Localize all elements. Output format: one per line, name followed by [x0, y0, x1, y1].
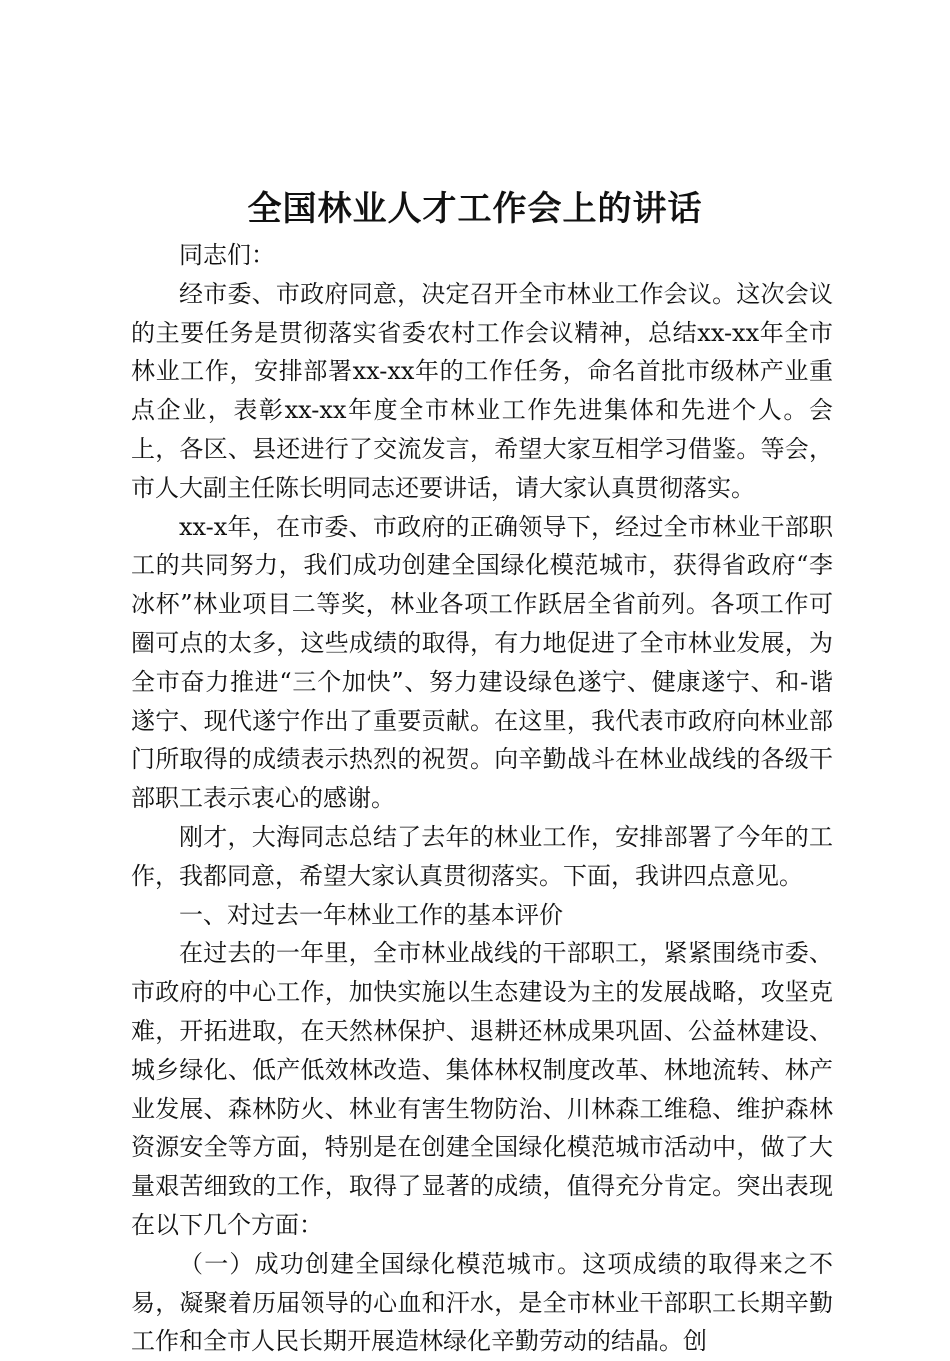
- agenda-paragraph: 刚才，大海同志总结了去年的林业工作，安排部署了今年的工作，我都同意，希望大家认真贯彻落实。下面，我讲四点意见。: [131, 822, 833, 890]
- evaluation-paragraph: 在过去的一年里，全市林业战线的干部职工，紧紧围绕市委、市政府的中心工作，加快实施以生态建设为主的发展战略，攻坚克难，开拓进取，在天然林保护、退耕还林成果巩固、公益林建设、城乡绿化、低产低效林改造、集体林权制度改革、林地流转、林产业发展、森林防火、林业有害生物防治、川林森工维稳、维护森林资源安全等方面，特别是在创建全国绿化模范城市活动中，做了大量艰苦细致的工作，取得了显著的成绩，值得充分肯定。突出表现在以下几个方面：: [131, 939, 833, 1239]
- section-heading: 一、对过去一年林业工作的基本评价: [179, 900, 563, 929]
- achievements-paragraph: xx-x年，在市委、市政府的正确领导下，经过全市林业干部职工的共同努力，我们成功创建全国绿化模范城市，获得省政府“李冰杯”林业项目二等奖，林业各项工作跃居全省前列。各项工作可圈可点的太多，这些成绩的取得，有力地促进了全市林业发展，为全市奋力推进“三个加快”、努力建设绿色遂宁、健康遂宁、和-谐遂宁、现代遂宁作出了重要贡献。在这里，我代表市政府向林业部门所取得的成绩表示热烈的祝贺。向辛勤战斗在林业战线的各级干部职工表示衷心的感谢。: [131, 512, 833, 813]
- intro-paragraph: 经市委、市政府同意，决定召开全市林业工作会议。这次会议的主要任务是贯彻落实省委农村工作会议精神，总结xx-xx年全市林业工作，安排部署xx-xx年的工作任务，命名首批市级林产业重点企业，表彰xx-xx年度全市林业工作先进集体和先进个人。会上，各区、县还进行了交流发言，希望大家互相学习借鉴。等会，市人大副主任陈长明同志还要讲话，请大家认真贯彻落实。: [131, 279, 833, 502]
- subsection-paragraph: （一）成功创建全国绿化模范城市。这项成绩的取得来之不易，凝聚着历届领导的心血和汗水，是全市林业干部职工长期辛勤工作和全市人民长期开展造林绿化辛勤劳动的结晶。创: [131, 1249, 833, 1356]
- salutation-paragraph: 同志们：: [179, 241, 275, 269]
- document-body: [131, 236, 833, 1361]
- document-title: 全国林业人才工作会上的讲话: [247, 189, 703, 229]
